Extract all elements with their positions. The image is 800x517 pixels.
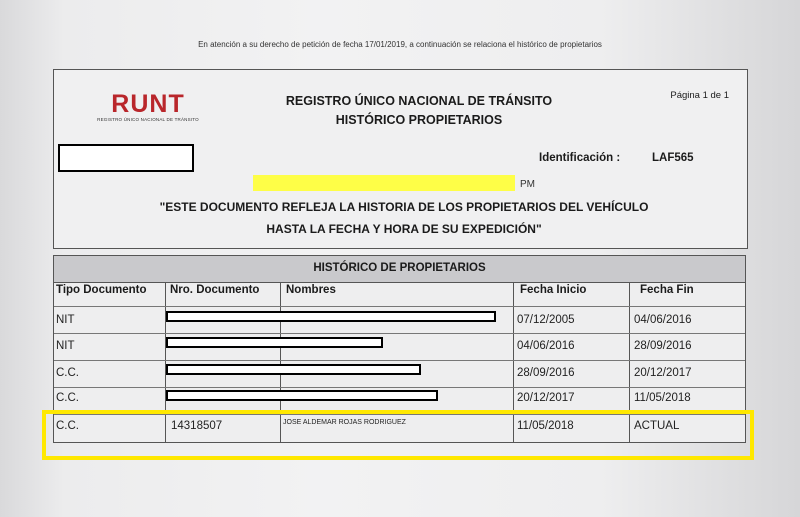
cell-tipo: C.C. xyxy=(56,367,79,379)
cell-nombres: JOSE ALDEMAR ROJAS RODRIGUEZ xyxy=(283,419,406,426)
time-suffix: PM xyxy=(520,179,535,190)
table-title: HISTÓRICO DE PROPIETARIOS xyxy=(54,256,745,283)
column-header: Fecha Fin xyxy=(640,284,694,296)
runt-logo xyxy=(94,92,202,122)
redacted-bar xyxy=(166,337,383,348)
document-subtitle: HISTÓRICO PROPIETARIOS xyxy=(335,113,503,127)
cell-fecha-fin: ACTUAL xyxy=(634,420,680,432)
logo-subtitle: REGISTRO ÚNICO NACIONAL DE TRÁNSITO xyxy=(97,117,199,122)
cell-fecha-fin: 04/06/2016 xyxy=(634,314,692,326)
redacted-field xyxy=(58,144,194,172)
yellow-highlight-box xyxy=(42,410,754,460)
cell-tipo: NIT xyxy=(56,314,75,326)
document-title: REGISTRO ÚNICO NACIONAL DE TRÁNSITO xyxy=(285,94,553,108)
yellow-highlight-redaction xyxy=(253,175,515,191)
cell-fecha-inicio: 07/12/2005 xyxy=(517,314,575,326)
cell-tipo: C.C. xyxy=(56,420,79,432)
redacted-bar xyxy=(166,311,496,322)
column-header: Fecha Inicio xyxy=(520,284,587,296)
redacted-bar xyxy=(166,364,421,375)
intro-text: En atención a su derecho de petición de fecha 17/01/2019, a continuación se relaciona el histórico de propietarios xyxy=(198,40,602,49)
logo-wordmark: RUNT xyxy=(111,90,185,118)
row-divider xyxy=(54,333,745,334)
notice-line-2: HASTA LA FECHA Y HORA DE SU EXPEDICIÓN" xyxy=(266,222,542,236)
identificacion-value: LAF565 xyxy=(652,152,694,164)
notice-line-1: "ESTE DOCUMENTO REFLEJA LA HISTORIA DE LOS PROPIETARIOS DEL VEHÍCULO xyxy=(159,200,649,214)
redacted-bar xyxy=(166,390,438,401)
cell-fecha-fin: 20/12/2017 xyxy=(634,367,692,379)
page-number: Página 1 de 1 xyxy=(670,90,729,101)
row-divider xyxy=(54,387,745,388)
row-divider xyxy=(54,306,745,307)
document-header xyxy=(53,69,748,249)
cell-fecha-fin: 11/05/2018 xyxy=(634,392,691,404)
column-header: Nro. Documento xyxy=(170,284,260,296)
cell-tipo: NIT xyxy=(56,340,75,352)
cell-fecha-fin: 28/09/2016 xyxy=(634,340,692,352)
cell-fecha-inicio: 11/05/2018 xyxy=(517,420,574,432)
cell-fecha-inicio: 04/06/2016 xyxy=(517,340,575,352)
cell-fecha-inicio: 20/12/2017 xyxy=(517,392,575,404)
cell-nro-documento: 14318507 xyxy=(171,420,223,432)
row-divider xyxy=(54,360,745,361)
column-header: Tipo Documento xyxy=(56,284,147,296)
identificacion-label: Identificación : xyxy=(539,152,621,164)
column-header: Nombres xyxy=(286,284,336,296)
cell-fecha-inicio: 28/09/2016 xyxy=(517,367,575,379)
cell-tipo: C.C. xyxy=(56,392,79,404)
